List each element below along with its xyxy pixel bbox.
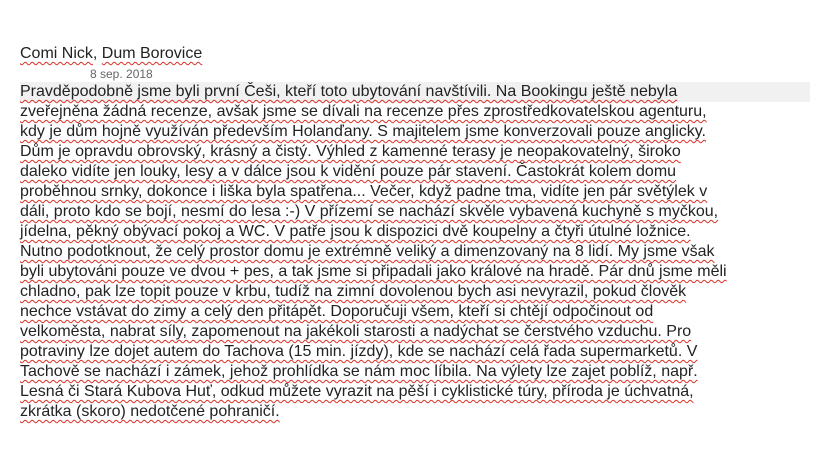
review-line: daleko vidíte jen louky, lesy a v dálce jsou k vidění pouze pár stavení. Častokrát kolem domu [20,163,677,180]
review-line: Dům je opravdu obrovský, krásný a čistý. Výhled z kamenné terasy je neopakovatelný, široko [20,143,681,160]
review-line: zveřejněna žádná recenze, avšak jsme se dívali na recenze přes zprostředkovatelskou agenturu, [20,103,707,120]
review-line: Pravděpodobně jsme byli první Češi, kteří toto ubytování navštívili. Na Bookingu ještě nebyla [20,82,810,102]
review-text[interactable] [20,82,810,422]
review-line: chladno, pak lze topit pouze v krbu, tudíž na zimní dovolenou bych asi nevyrazil, pokud člověk [20,283,687,300]
review-line: kdy je dům hojně využíván především Holanďany. S majitelem jsme konverzovali pouze anglicky. [20,123,706,140]
review-line: Tachově se nachází i zámek, jehož prohlídka se nám moc líbila. Na výlety lze zajet poblíž, např. [20,363,698,380]
review-line: velkoměsta, nabrat síly, zapomenout na jakékoli starosti a nadýchat se čerstvého vzduchu. Pro [20,323,692,340]
review-line: zkrátka (skoro) nedotčené pohraničí. [20,403,280,420]
review-line: nechce vstávat do zimy a celý den přitápět. Doporučuji všem, kteří si chtějí odpočinout od [20,303,654,320]
review-line: jídelna, pěkný obývací pokoj a WC. V patře jsou k dispozici dvě koupelny a čtyři útulné ložnice. [20,223,691,240]
review-header [20,44,202,64]
review-date: 8 sep. 2018 [90,67,153,81]
header-separator: , [92,45,102,62]
review-line: dáli, proto kdo se bojí, nesmí do lesa :-) V přízemí se nachází skvěle vybavená kuchyně s myčkou, [20,203,719,220]
review-line: potraviny lze dojet autem do Tachova (15 min. jízdy), kde se nachází celá řada supermarketů. V [20,343,698,360]
review-line: byli ubytováni pouze ve dvou + pes, a tak jsme si připadali jako králové na hradě. Pár dnů jsme měli [20,263,727,280]
author-name: Comi Nick [20,45,93,62]
review-line: Lesná či Stará Kubova Huť, odkud můžete vyrazit na pěší i cyklistické túry, příroda je úchvatná, [20,383,694,400]
review-line: proběhnou srnky, dokonce i liška byla spatřena... Večer, když padne tma, vidíte jen pár světýlek v [20,183,708,200]
review-line: Nutno podotknout, že celý prostor domu je extrémně veliký a dimenzovaný na 8 lidí. My jsme však [20,243,715,260]
property-name: Dum Borovice [101,45,203,62]
